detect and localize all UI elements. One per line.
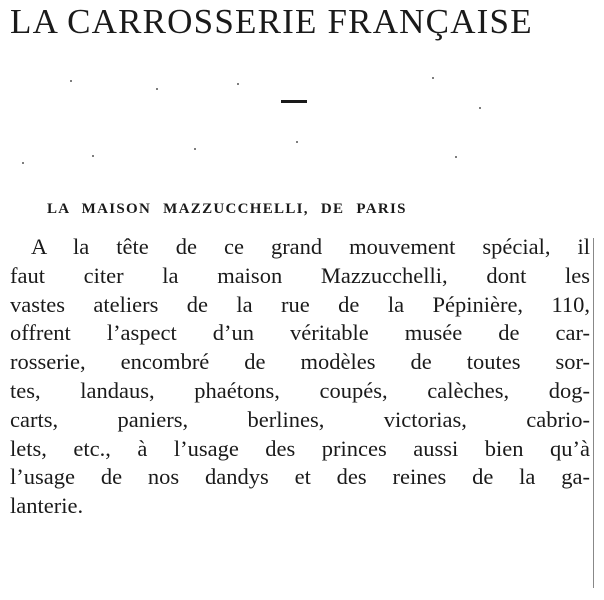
title-separator-dash	[281, 100, 307, 103]
body-line: lets, etc., à l’usage des princes aussi bien qu’à	[10, 435, 590, 461]
print-speck	[22, 162, 24, 164]
body-line: lanterie.	[10, 493, 84, 519]
page-edge-rule	[593, 238, 594, 588]
print-speck	[432, 77, 434, 79]
print-speck	[156, 88, 158, 90]
print-speck	[455, 156, 457, 158]
body-line: tes, landaus, phaétons, coupés, calèches, dog-	[10, 377, 590, 403]
body-line: carts, paniers, berlines, victorias, cabrio-	[10, 406, 590, 432]
print-speck	[237, 83, 239, 85]
print-speck	[70, 80, 72, 82]
body-paragraph	[10, 233, 590, 521]
print-speck	[194, 148, 196, 150]
print-speck	[296, 141, 298, 143]
body-line: A la tête de ce grand mouvement spécial, il	[31, 234, 590, 259]
print-speck	[479, 107, 481, 109]
body-line: vastes ateliers de la rue de la Pépinière, 110,	[10, 291, 590, 317]
print-speck	[92, 155, 94, 157]
body-line: rosserie, encombré de modèles de toutes sor-	[10, 349, 590, 375]
body-line: faut citer la maison Mazzucchelli, dont les	[10, 262, 590, 288]
section-heading: LA MAISON MAZZUCCHELLI, DE PARIS	[47, 201, 407, 217]
body-line: l’usage de nos dandys et des reines de la ga-	[10, 464, 590, 490]
document-title: LA CARROSSERIE FRANÇAISE	[10, 2, 533, 41]
body-line: offrent l’aspect d’un véritable musée de car-	[10, 320, 590, 346]
